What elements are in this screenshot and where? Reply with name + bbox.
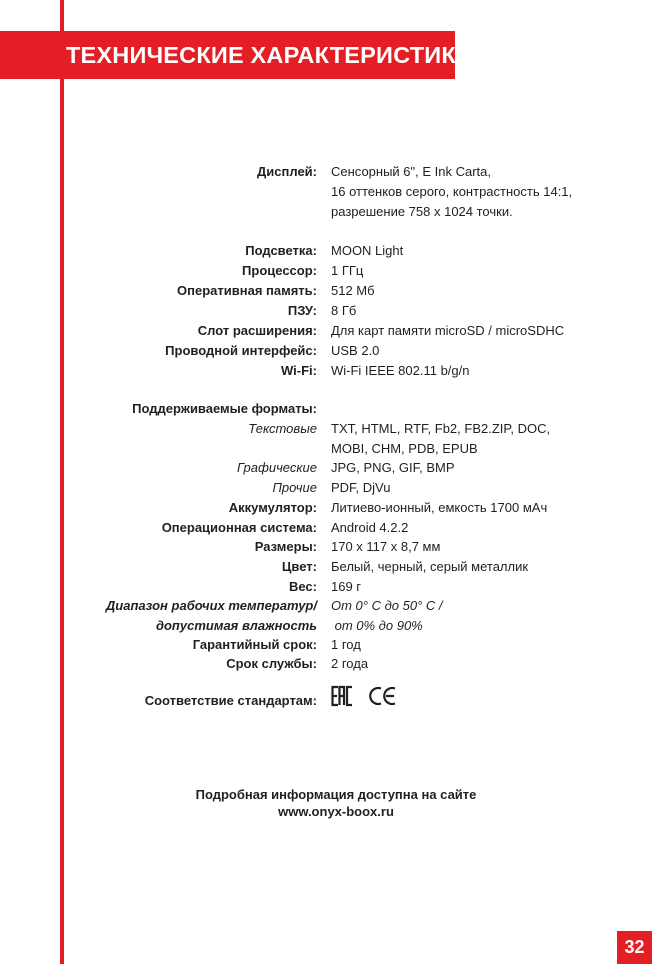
spec-value: Android 4.2.2 bbox=[331, 520, 409, 535]
spec-row-os bbox=[0, 518, 652, 538]
spec-value: 1 год bbox=[331, 637, 361, 652]
footer-note bbox=[0, 786, 652, 820]
spec-row-formats-text-2 bbox=[0, 439, 652, 459]
spec-value: TXT, HTML, RTF, Fb2, FB2.ZIP, DOC, bbox=[331, 421, 551, 436]
spec-row-temperature bbox=[0, 596, 652, 616]
spec-value: 169 г bbox=[331, 579, 362, 594]
spec-value: 170 х 117 х 8,7 мм bbox=[331, 539, 441, 554]
spec-row-formats bbox=[0, 399, 652, 419]
spec-row-lifetime bbox=[0, 654, 652, 674]
spec-value: Wi-Fi IEEE 802.11 b/g/n bbox=[331, 363, 470, 378]
eac-mark-icon bbox=[331, 685, 357, 707]
spec-label: Гарантийный срок: bbox=[192, 637, 317, 652]
spec-label: Дисплей: bbox=[257, 164, 317, 179]
spec-value: 8 Гб bbox=[331, 303, 357, 318]
spec-label: Срок службы: bbox=[226, 656, 317, 671]
spec-value: JPG, PNG, GIF, BMP bbox=[331, 460, 455, 475]
spec-row-wired bbox=[0, 341, 652, 361]
spec-row-ram bbox=[0, 281, 652, 301]
spec-row-slot bbox=[0, 321, 652, 341]
spec-row-cpu bbox=[0, 261, 652, 281]
footer-website-link[interactable]: www.onyx-boox.ru bbox=[278, 804, 394, 819]
spec-value: PDF, DjVu bbox=[331, 480, 391, 495]
spec-value: MOON Light bbox=[331, 243, 404, 258]
spec-value: От 0° С до 50° С / bbox=[331, 598, 443, 613]
spec-label: Операционная система: bbox=[161, 520, 317, 535]
spec-label: Wi-Fi: bbox=[281, 363, 317, 378]
page-title: ТЕХНИЧЕСКИЕ ХАРАКТЕРИСТИКИ bbox=[0, 31, 455, 79]
spec-label: Вес: bbox=[288, 579, 317, 594]
spec-row-humidity bbox=[0, 616, 652, 636]
footer-text: Подробная информация доступна на сайте bbox=[195, 787, 477, 802]
spec-row-weight bbox=[0, 577, 652, 597]
spec-label: Диапазон рабочих температур/ bbox=[105, 598, 317, 613]
spec-row-size bbox=[0, 537, 652, 557]
spec-sublabel: Прочие bbox=[272, 480, 317, 495]
spec-value: 512 Мб bbox=[331, 283, 375, 298]
spec-label: Цвет: bbox=[281, 559, 317, 574]
spec-row-formats-text bbox=[0, 419, 652, 439]
spec-value: Белый, черный, серый металлик bbox=[331, 559, 529, 574]
spec-row-battery bbox=[0, 498, 652, 518]
spec-value: от 0% до 90% bbox=[331, 618, 423, 633]
spec-value: 16 оттенков серого, контрастность 14:1, bbox=[331, 184, 573, 199]
spec-label: допустимая влажность bbox=[155, 618, 317, 633]
spec-value: Литиево-ионный, емкость 1700 мАч bbox=[331, 500, 548, 515]
spec-label: Процессор: bbox=[242, 263, 317, 278]
spec-row-rom bbox=[0, 301, 652, 321]
spec-row-backlight bbox=[0, 241, 652, 261]
spec-row-formats-graphic bbox=[0, 458, 652, 478]
ce-mark-icon bbox=[369, 686, 399, 706]
spec-row-display-3 bbox=[0, 202, 652, 222]
spec-row-warranty bbox=[0, 635, 652, 655]
spec-sublabel: Текстовые bbox=[248, 421, 317, 436]
spec-value: Для карт памяти microSD / microSDHC bbox=[331, 323, 565, 338]
spec-value: MOBI, CHM, PDB, EPUB bbox=[331, 441, 478, 456]
spec-row-formats-other bbox=[0, 478, 652, 498]
spec-label: Аккумулятор: bbox=[228, 500, 317, 515]
spec-sublabel: Графические bbox=[237, 460, 317, 475]
page-number: 32 bbox=[617, 931, 652, 964]
spec-value: USB 2.0 bbox=[331, 343, 380, 358]
spec-row-display-2 bbox=[0, 182, 652, 202]
spec-row-wifi bbox=[0, 361, 652, 381]
spec-label: Поддерживаемые форматы: bbox=[132, 401, 317, 416]
spec-row-color bbox=[0, 557, 652, 577]
spec-value: 1 ГГц bbox=[331, 263, 364, 278]
spec-row-display bbox=[0, 162, 652, 182]
spec-label: Слот расширения: bbox=[197, 323, 317, 338]
spec-row-standards bbox=[0, 691, 652, 711]
spec-label: Проводной интерфейс: bbox=[165, 343, 317, 358]
spec-label: Оперативная память: bbox=[177, 283, 317, 298]
spec-value: разрешение 758 х 1024 точки. bbox=[331, 204, 513, 219]
spec-label: Размеры: bbox=[254, 539, 317, 554]
spec-label: Соответствие стандартам: bbox=[144, 693, 317, 708]
spec-value: Сенсорный 6", E Ink Carta, bbox=[331, 164, 492, 179]
spec-value: 2 года bbox=[331, 656, 369, 671]
spec-label: Подсветка: bbox=[245, 243, 317, 258]
spec-label: ПЗУ: bbox=[287, 303, 317, 318]
